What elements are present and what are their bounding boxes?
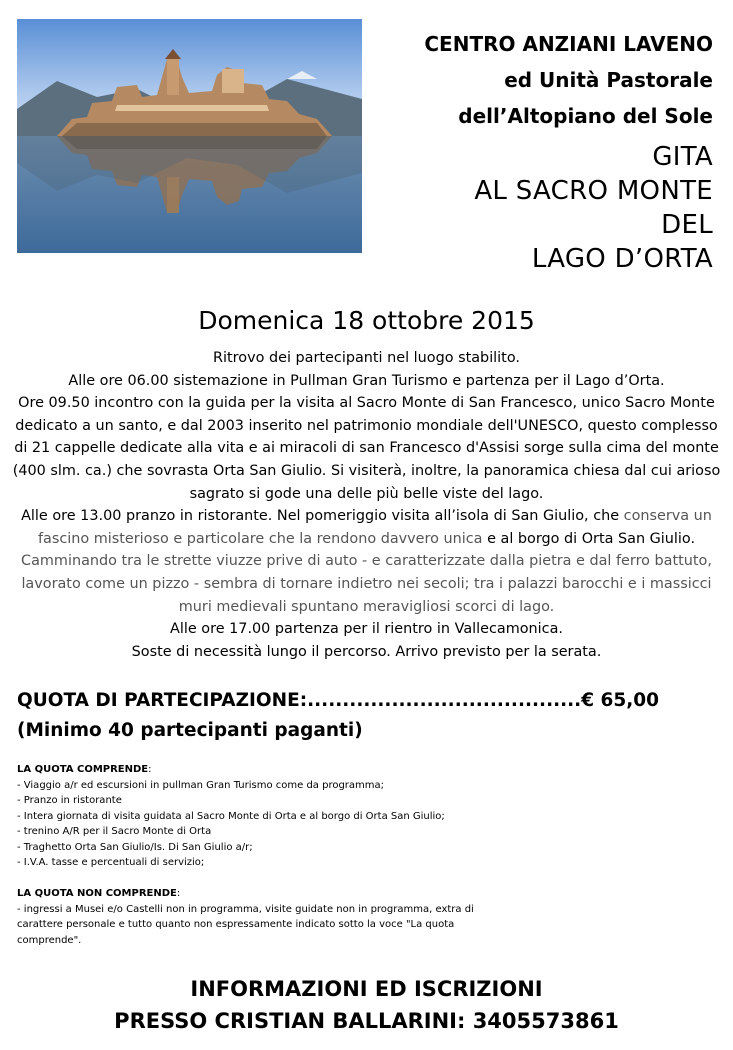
contact-person-phone: PRESSO CRISTIAN BALLARINI: 3405573861 xyxy=(114,1009,619,1033)
list-item: - trenino A/R per il Sacro Monte di Orta xyxy=(17,826,212,837)
contact-info xyxy=(0,973,733,1037)
contact-heading: INFORMAZIONI ED ISCRIZIONI xyxy=(190,977,543,1001)
excludes-heading: LA QUOTA NON COMPRENDE: xyxy=(17,888,181,899)
excludes-text: - ingressi a Musei e/o Castelli non in programma, visite guidate non in programma, extra di carattere personale e tutto quanto non espressamente indicato sotto la voce "La quota comprende". xyxy=(17,903,474,946)
trip-title-line: DEL xyxy=(661,210,713,240)
list-item: - Viaggio a/r ed escursioni in pullman Gran Turismo come da programma; xyxy=(17,779,385,791)
quota-details xyxy=(17,762,517,948)
trip-title-line: GITA xyxy=(652,142,713,172)
list-item: - Intera giornata di visita guidata al Sacro Monte di Orta e al borgo di Orta San Giulio; xyxy=(17,810,445,822)
program-text: e al borgo di Orta San Giulio. xyxy=(482,530,696,547)
includes-list xyxy=(17,778,517,871)
trip-title-line: LAGO D’ORTA xyxy=(531,244,713,274)
list-item: - Traghetto Orta San Giulio/Is. Di San Giulio a/r; xyxy=(17,841,253,853)
program-text: conserva un fascino misterioso e particolare che la rendono davvero unica xyxy=(37,508,712,547)
trip-date: Domenica 18 ottobre 2015 xyxy=(198,306,535,335)
trip-title xyxy=(474,140,713,276)
list-item: - Pranzo in ristorante xyxy=(17,795,122,806)
trip-title-line: AL SACRO MONTE xyxy=(474,176,713,206)
program-paragraph: Alle ore 17.00 partenza per il rientro in Vallecamonica. xyxy=(170,621,563,638)
program-paragraph: Soste di necessità lungo il percorso. Arrivo previsto per la serata. xyxy=(131,643,602,660)
program-description xyxy=(10,347,723,663)
price-line: QUOTA DI PARTECIPAZIONE:.......................................€ 65,00 xyxy=(17,690,660,711)
program-text: Camminando tra le strette viuzze prive di auto - e caratterizzate dalla pietra e dal ferro battuto, lavorato come un pizzo - sembra di tornare indietro nei secoli; tra i palazzi barocchi e i massicci muri medievali spuntano meravigliosi scorci di lago. xyxy=(21,553,712,615)
organizer-line: CENTRO ANZIANI LAVENO xyxy=(424,32,713,56)
program-paragraph xyxy=(10,505,723,618)
program-paragraph: Alle ore 06.00 sistemazione in Pullman Gran Turismo e partenza per il Lago d’Orta. xyxy=(68,372,665,389)
minimum-participants: (Minimo 40 partecipanti paganti) xyxy=(17,720,363,741)
organizer-block xyxy=(424,26,713,134)
organizer-line: ed Unità Pastorale xyxy=(504,68,713,92)
program-text: Alle ore 13.00 pranzo in ristorante. Nel pomeriggio visita all’isola di San Giulio, che xyxy=(21,508,624,525)
lake-island-photo xyxy=(17,19,362,253)
organizer-line: dell’Altopiano del Sole xyxy=(458,104,713,128)
list-item: - I.V.A. tasse e percentuali di servizio; xyxy=(17,857,205,868)
price-block xyxy=(17,686,659,746)
includes-heading: LA QUOTA COMPRENDE: xyxy=(17,764,152,775)
program-paragraph: Ore 09.50 incontro con la guida per la visita al Sacro Monte di San Francesco, unico Sacro Monte dedicato a un santo, e dal 2003 inserito nel patrimonio mondiale dell'UNESCO, questo complesso di 21 cappelle dedicate alla vita e ai miracoli di san Francesco d'Assisi sorge sulla cima del monte (400 slm. ca.) che sovrasta Orta San Giulio. Si visiterà, inoltre, la panoramica chiesa dal cui arioso sagrato si gode una delle più belle viste del lago. xyxy=(12,395,721,502)
program-paragraph: Ritrovo dei partecipanti nel luogo stabilito. xyxy=(213,350,520,366)
